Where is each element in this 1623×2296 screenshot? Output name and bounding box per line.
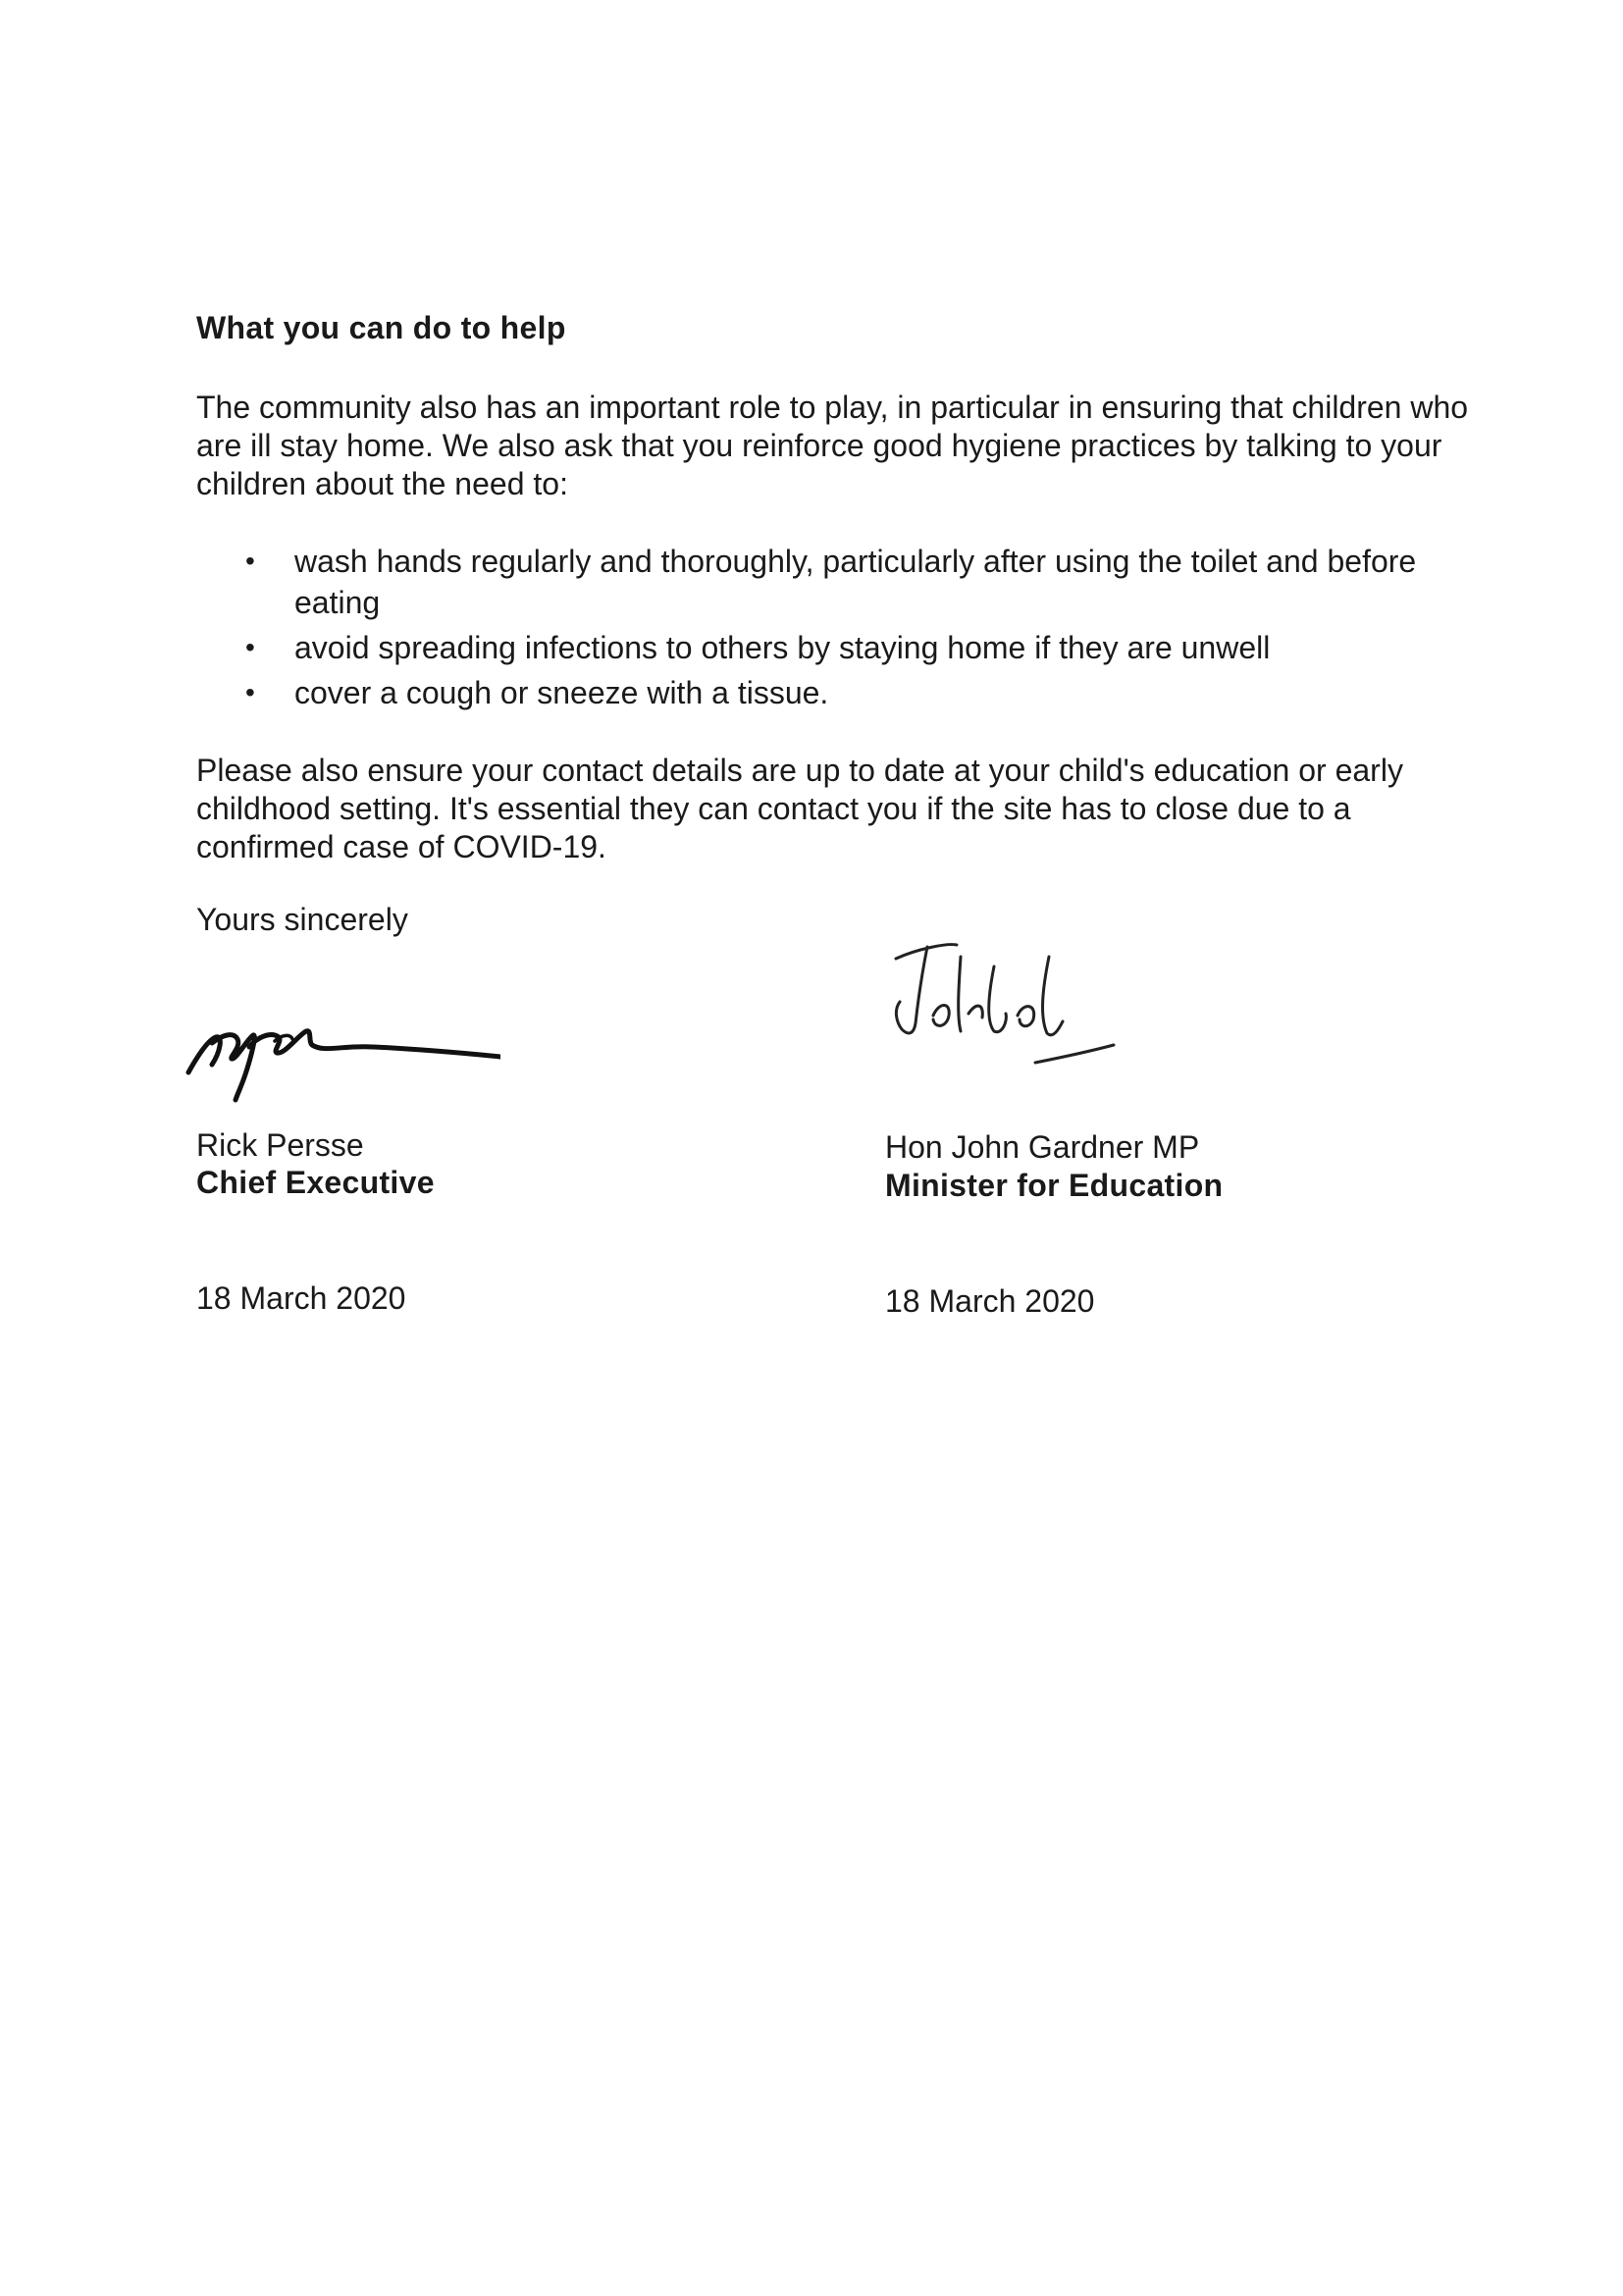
- signatory-right-title: Minister for Education: [885, 1168, 1224, 1203]
- paragraph-contact-details: Please also ensure your contact details are up to date at your child's education or early childhood setting. It's essential they can contact you if the site has to close due to a confirmed case of COVID-19.: [196, 753, 1403, 864]
- signatory-left-date: 18 March 2020: [196, 1280, 406, 1316]
- list-item: [245, 627, 1423, 668]
- list-item: [245, 672, 1423, 713]
- signatory-left-name: Rick Persse: [196, 1127, 364, 1163]
- signatory-right-date: 18 March 2020: [885, 1283, 1095, 1319]
- bullet-icon: •: [245, 677, 255, 707]
- signatory-left-title: Chief Executive: [196, 1165, 435, 1200]
- signatory-right-name: Hon John Gardner MP: [885, 1129, 1200, 1165]
- signature-rick-persse-icon: [177, 996, 500, 1104]
- list-item: [245, 541, 1423, 623]
- bullet-text: cover a cough or sneeze with a tissue.: [294, 675, 829, 710]
- signature-john-gardner-icon: [878, 937, 1124, 1094]
- bullet-text: avoid spreading infections to others by staying home if they are unwell: [294, 630, 1271, 665]
- paragraph-community-role: The community also has an important role to play, in particular in ensuring that children who are ill stay home. We also ask that you reinforce good hygiene practices by talking to your children about the need to:: [196, 390, 1469, 501]
- bullet-icon: •: [245, 546, 255, 576]
- hygiene-bullet-list: [245, 541, 1423, 717]
- section-heading: What you can do to help: [196, 310, 566, 345]
- bullet-text: wash hands regularly and thoroughly, particularly after using the toilet and before eating: [294, 544, 1417, 620]
- closing-salutation: Yours sincerely: [196, 902, 408, 937]
- bullet-icon: •: [245, 632, 255, 662]
